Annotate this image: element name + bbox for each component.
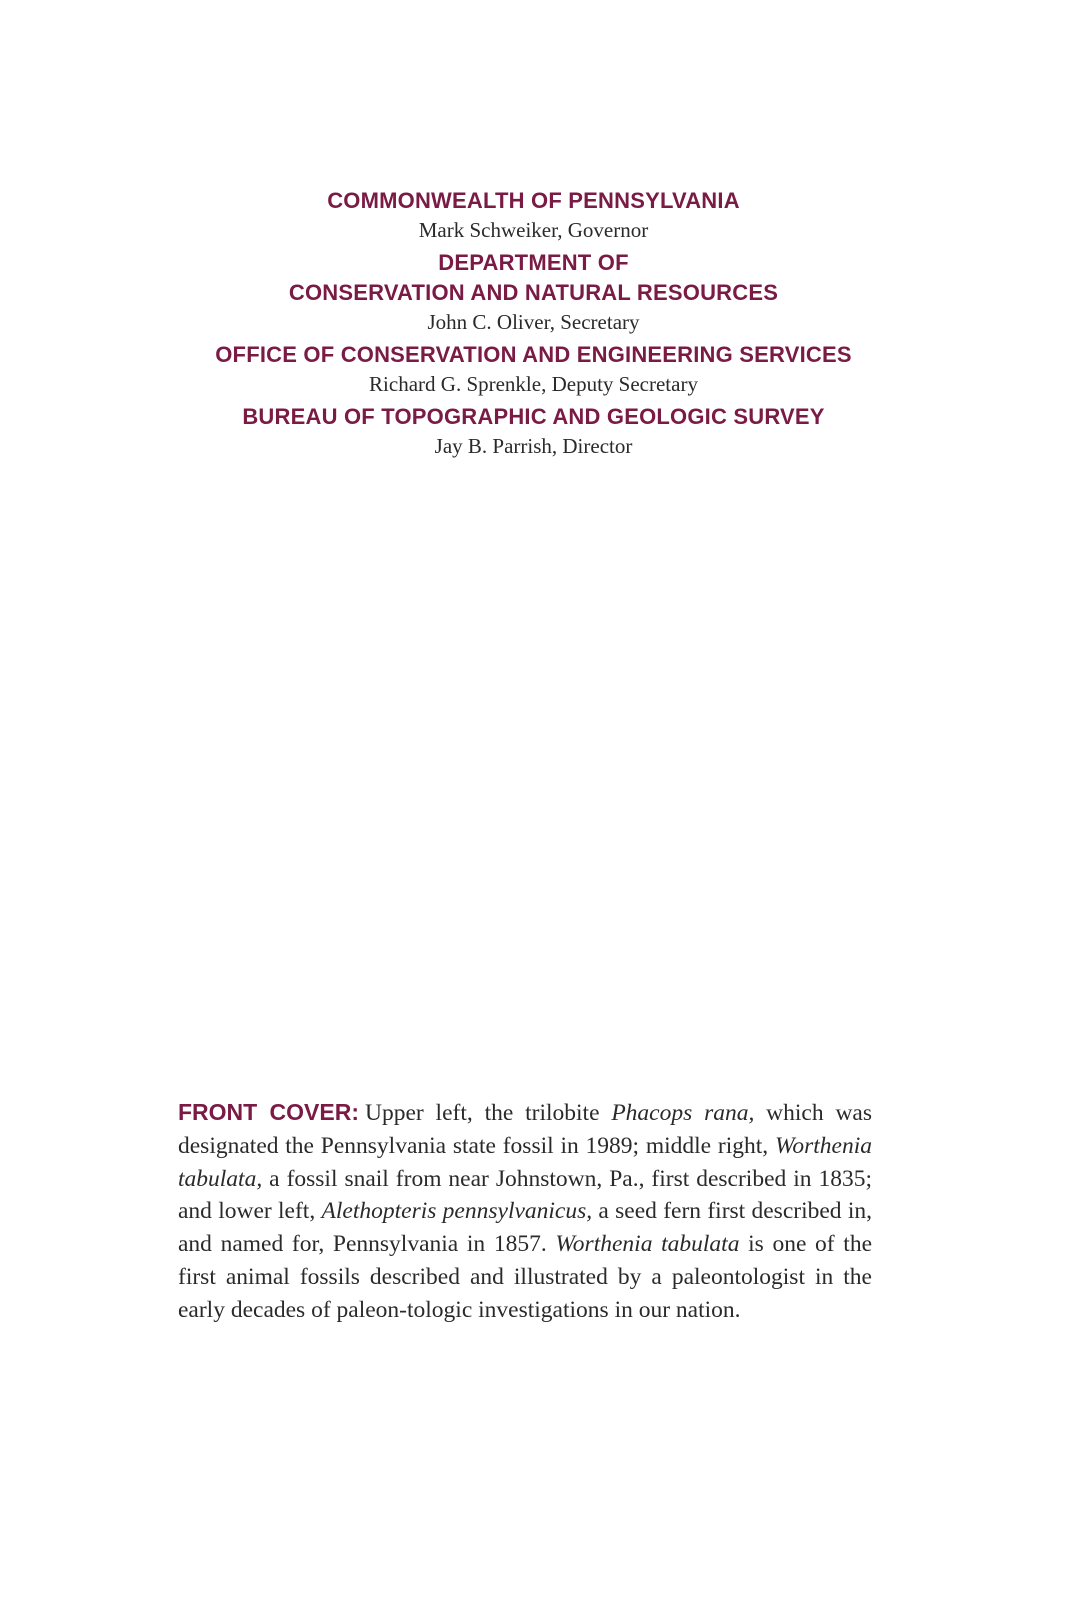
- department-heading-line2: CONSERVATION AND NATURAL RESOURCES: [288, 280, 779, 305]
- masthead: [0, 186, 1067, 464]
- commonwealth-heading: COMMONWEALTH OF PENNSYLVANIA: [327, 188, 740, 213]
- department-heading-line1: DEPARTMENT OF: [438, 250, 629, 275]
- caption-text-4: a seed fern first described in, and named for, Pennsylvania in 1857.: [178, 1198, 872, 1258]
- caption-text-3: a fossil snail from near Johnstown, Pa., first described in 1835; and lower left,: [178, 1165, 872, 1225]
- caption-text-2: which was designated the Pennsylvania state fossil in 1989; middle right,: [178, 1100, 872, 1159]
- secretary-line: John C. Oliver, Secretary: [427, 310, 640, 334]
- deputy-secretary-line: Richard G. Sprenkle, Deputy Secretary: [369, 372, 698, 396]
- taxon-worthenia-tabulata-2: Worthenia tabulata: [555, 1231, 740, 1258]
- office-heading: OFFICE OF CONSERVATION AND ENGINEERING SERVICES: [215, 342, 852, 367]
- front-cover-label: FRONT COVER:: [178, 1099, 359, 1125]
- caption-text-5: is one of the first animal fossils described and illustrated by a paleontologist in the early decades of paleon-tologic investigations in our nation.: [178, 1231, 873, 1323]
- governor-line: Mark Schweiker, Governor: [418, 218, 649, 242]
- taxon-worthenia-tabulata: Worthenia tabulata,: [178, 1132, 872, 1192]
- taxon-alethopteris-pennsylvanicus: Alethopteris pennsylvanicus,: [321, 1198, 593, 1225]
- bureau-heading: BUREAU OF TOPOGRAPHIC AND GEOLOGIC SURVEY: [242, 404, 825, 429]
- front-cover-caption: [178, 1096, 872, 1327]
- director-line: Jay B. Parrish, Director: [434, 434, 633, 458]
- caption-text-1: Upper left, the trilobite: [365, 1100, 612, 1126]
- taxon-phacops-rana: Phacops rana,: [611, 1100, 755, 1126]
